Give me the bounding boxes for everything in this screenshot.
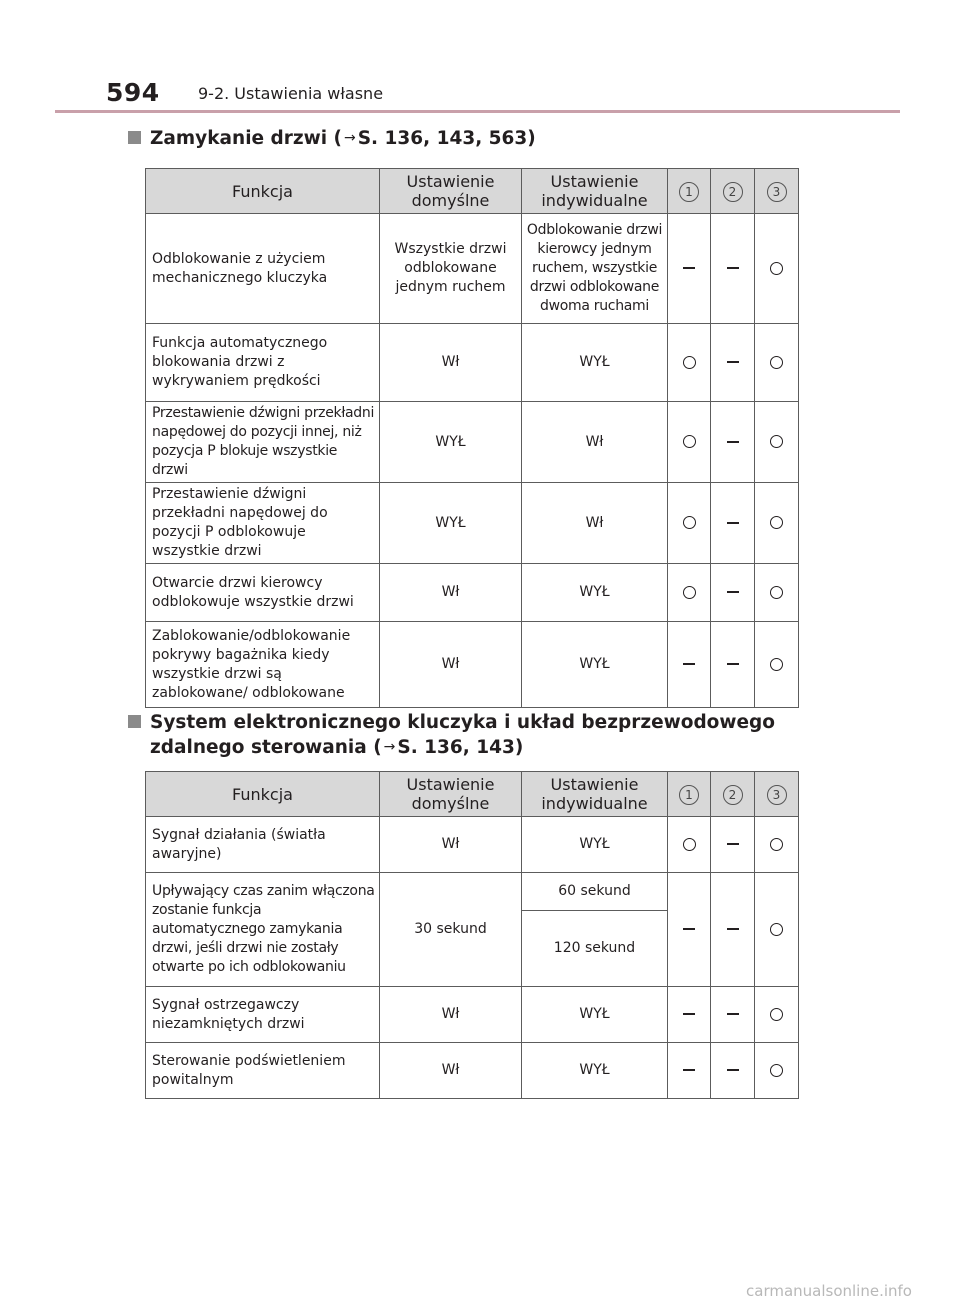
table-row [146,564,799,622]
circled-number-icon: 2 [723,182,743,202]
function-cell: Funkcja automatycznego blokowania drzwi z wykrywaniem prędkości [146,324,380,402]
header-col-1 [668,772,711,817]
mark-cell [755,622,799,708]
custom-cell: WYŁ [522,564,668,622]
default-cell: Wł [380,987,522,1043]
header-col-2 [711,169,755,214]
header-custom: Ustawienie indywidualne [522,169,668,214]
mark-cell [668,817,711,873]
custom-cell: Wł [522,483,668,564]
dash-mark-icon [727,267,739,269]
default-cell: Wł [380,564,522,622]
header-col-2 [711,772,755,817]
custom-cell: Odblokowanie drzwi kierowcy jednym ruchem, wszystkie drzwi odblokowane dwoma ruchami [522,214,668,324]
mark-cell [711,622,755,708]
custom-cell: WYŁ [522,622,668,708]
default-cell: WYŁ [380,402,522,483]
mark-cell [755,324,799,402]
settings-table-door-locking [145,168,799,708]
watermark: carmanualsonline.info [746,1282,912,1300]
table-row [146,214,799,324]
custom-cell: 60 sekund [522,873,668,911]
custom-cell: WYŁ [522,987,668,1043]
section-title-smart-key [150,710,810,762]
table-row [146,987,799,1043]
section-title-door-locking [150,126,536,153]
circle-mark-icon [683,516,696,529]
circle-mark-icon [770,586,783,599]
circle-mark-icon [683,586,696,599]
default-cell: Wł [380,1043,522,1099]
circled-number-icon: 1 [679,182,699,202]
arrow-right-icon: → [383,739,396,755]
settings-table-smart-key [145,771,799,1099]
function-cell: Sygnał ostrzegawczy niezamkniętych drzwi [146,987,380,1043]
custom-cell: WYŁ [522,817,668,873]
arrow-right-icon: → [343,130,356,146]
mark-cell [668,214,711,324]
mark-cell [711,324,755,402]
table-row [146,817,799,873]
dash-mark-icon [727,663,739,665]
mark-cell [755,402,799,483]
section-title-text: System elektronicznego kluczyka i układ bezprzewodowego zdalnego sterowania ( [150,712,775,758]
mark-cell [668,622,711,708]
function-cell: Zablokowanie/odblokowanie pokrywy bagażnika kiedy wszystkie drzwi są zablokowane/ odblokowane [146,622,380,708]
chapter-title: 9-2. Ustawienia własne [198,84,384,103]
square-bullet-icon [128,715,141,728]
table-row [146,873,799,911]
circled-number-icon: 2 [723,785,743,805]
default-cell: Wł [380,817,522,873]
circle-mark-icon [770,435,783,448]
circle-mark-icon [770,923,783,936]
mark-cell [711,987,755,1043]
default-cell: Wszystkie drzwi odblokowane jednym ruchem [380,214,522,324]
circle-mark-icon [770,262,783,275]
mark-cell [755,987,799,1043]
mark-cell [668,1043,711,1099]
mark-cell [668,402,711,483]
table-row [146,483,799,564]
mark-cell [711,1043,755,1099]
header-col-3 [755,772,799,817]
mark-cell [711,483,755,564]
mark-cell [755,817,799,873]
dash-mark-icon [683,663,695,665]
header-col-3 [755,169,799,214]
square-bullet-icon [128,131,141,144]
circle-mark-icon [770,356,783,369]
table-row [146,622,799,708]
circle-mark-icon [770,658,783,671]
mark-cell [755,564,799,622]
custom-cell: Wł [522,402,668,483]
mark-cell [755,483,799,564]
mark-cell [711,873,755,987]
circle-mark-icon [683,435,696,448]
custom-cell: 120 sekund [522,911,668,987]
circled-number-icon: 3 [767,785,787,805]
circle-mark-icon [683,838,696,851]
default-cell: 30 sekund [380,873,522,987]
dash-mark-icon [727,591,739,593]
function-cell: Otwarcie drzwi kierowcy odblokowuje wszystkie drzwi [146,564,380,622]
header-function: Funkcja [146,169,380,214]
mark-cell [711,214,755,324]
header-default: Ustawienie domyślne [380,772,522,817]
function-cell: Odblokowanie z użyciem mechanicznego kluczyka [146,214,380,324]
function-cell: Upływający czas zanim włączona zostanie funkcja automatycznego zamykania drzwi, jeśli drzwi nie zostały otwarte po ich odblokowaniu [146,873,380,987]
section-title-text: Zamykanie drzwi ( [150,128,342,149]
circle-mark-icon [770,1008,783,1021]
mark-cell [668,564,711,622]
dash-mark-icon [683,267,695,269]
function-cell: Sygnał działania (światła awaryjne) [146,817,380,873]
custom-cell: WYŁ [522,1043,668,1099]
header-col-1 [668,169,711,214]
dash-mark-icon [727,361,739,363]
default-cell: Wł [380,324,522,402]
custom-cell: WYŁ [522,324,668,402]
table-row [146,402,799,483]
dash-mark-icon [683,1069,695,1071]
header-rule [55,110,900,113]
section-title-ref: S. 136, 143, 563) [357,128,536,149]
function-cell: Sterowanie podświetleniem powitalnym [146,1043,380,1099]
function-cell: Przestawienie dźwigni przekładni napędowej do pozycji P odblokowuje wszystkie drzwi [146,483,380,564]
dash-mark-icon [727,928,739,930]
table-row [146,324,799,402]
mark-cell [755,873,799,987]
circle-mark-icon [770,1064,783,1077]
header-custom: Ustawienie indywidualne [522,772,668,817]
dash-mark-icon [727,1069,739,1071]
dash-mark-icon [727,522,739,524]
dash-mark-icon [727,441,739,443]
circle-mark-icon [770,838,783,851]
section-title-ref: S. 136, 143) [397,737,524,758]
mark-cell [711,817,755,873]
mark-cell [755,214,799,324]
dash-mark-icon [683,1013,695,1015]
mark-cell [711,564,755,622]
page-number: 594 [106,78,160,107]
dash-mark-icon [727,1013,739,1015]
circled-number-icon: 1 [679,785,699,805]
function-cell: Przestawienie dźwigni przekładni napędowej do pozycji innej, niż pozycja P blokuje wszystkie drzwi [146,402,380,483]
header-function: Funkcja [146,772,380,817]
mark-cell [755,1043,799,1099]
dash-mark-icon [727,843,739,845]
default-cell: Wł [380,622,522,708]
circle-mark-icon [770,516,783,529]
header-default: Ustawienie domyślne [380,169,522,214]
mark-cell [668,987,711,1043]
mark-cell [668,873,711,987]
mark-cell [668,483,711,564]
mark-cell [668,324,711,402]
mark-cell [711,402,755,483]
circled-number-icon: 3 [767,182,787,202]
table-row [146,1043,799,1099]
default-cell: WYŁ [380,483,522,564]
dash-mark-icon [683,928,695,930]
circle-mark-icon [683,356,696,369]
